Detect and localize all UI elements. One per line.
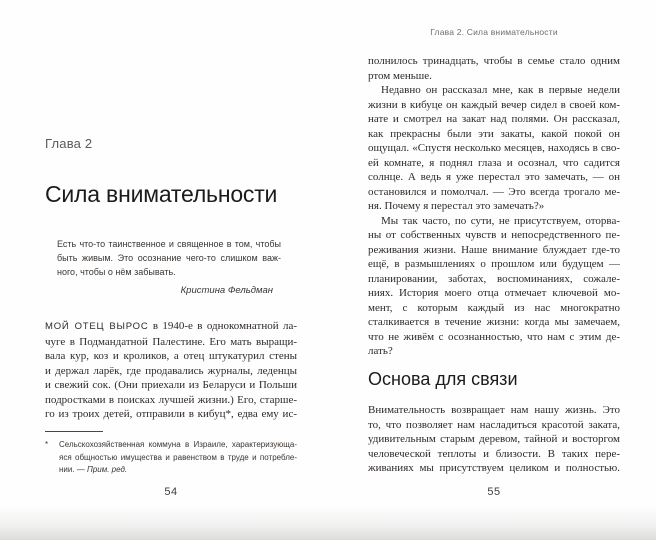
text-line: ного, чтобы о нём забывать. [57,267,176,277]
text-line: солнце. А ведь я уже перестал это замечать, — он [368,171,620,183]
text-line: жизни в кибуце он каждый вечер сидел в своей ком- [368,98,620,111]
text-line: сталкивается в течение жизни: когда мы замечаем, [368,316,620,328]
text-line: ниях. История моего отца отмечает ключевой мо- [368,287,620,299]
text-line: полнилось тринадцать, чтобы в семье стало одним [368,55,620,67]
text-line: ощущал. «Спустя несколько месяцев, находясь в сво- [368,142,620,154]
text-line: го из троих детей, отправили в кибуц*, едва ему ис- [45,408,297,420]
text-line: Недавно он рассказал мне, как в первые недели [381,84,620,96]
text-line: и держал ларёк, где продавались журналы, леденцы [45,364,297,377]
text-line: реживания жизни. Наше внимание блуждает где-то [368,243,620,256]
page-left [45,0,297,540]
epigraph [57,237,281,279]
footnote-last-normal: нии. — [59,465,88,474]
text-line: ны от собственных чувств и непосредственного пе- [368,229,620,241]
text-line: ня. Почему я перестал это замечать?» [368,200,545,212]
body-lines [45,335,297,422]
text-line: ей комнате, я поднял глаза и осознал, что садится [368,156,620,169]
text-line: остановился и помолчал. — Это всегда трогало ме- [368,185,620,198]
text-line: нате и смотрел на закат над полями. Он рассказал, [368,113,620,125]
section-heading: Основа для связи [368,369,518,389]
text-line: планировании, заботах, воспоминаниях, сожале- [368,272,620,285]
text-line: чуге в Подмандатной Палестине. Его мать выращи- [45,335,297,348]
page-right [368,0,620,540]
running-header: Глава 2. Сила внимательности [430,27,558,37]
body-first-line [45,319,297,335]
footnote-lines [59,439,297,464]
text-line: удивительным старым деревом, тайной и восторгом [368,433,620,445]
text-line: и свежий сок. (Они приехали из Беларуси и Польши [45,379,297,391]
footnote-editor-note: Прим. ред. [87,465,128,474]
body-text [45,319,297,422]
footnote-marker: * [45,440,49,449]
text-line: Внимательность возвращает нам нашу жизнь. Это [368,404,620,416]
page-number-left: 54 [164,486,178,498]
text-line: то, что позволяет нам насладиться красотой заката, [368,418,620,431]
text-line: Сельскохозяйственная коммуна в Израиле, характеризующа- [59,440,297,449]
section-body-text [368,403,620,476]
text-line: ртом меньше. [368,69,432,82]
lead-caps: МОЙ ОТЕЦ ВЫРОС [45,321,149,332]
text-line: живаниях мы присутствуем целиком и полностью. [368,462,620,474]
chapter-title: Сила внимательности [45,181,278,207]
footnote-divider [45,431,103,432]
text-line: Есть что-то таинственное и священное в том, чтобы [57,239,281,249]
text-line: подростками в поисках лучшей жизни.) Его, старше- [45,393,297,406]
text-line: лать? [368,345,393,357]
text-line: яся общностью имущества и равенством в труде и потребле- [59,452,297,462]
page-number-right: 55 [487,486,501,498]
text-line: вала кур, коз и кроликов, а отец штукатурил стены [45,350,297,362]
text-line: человеческой теплоты и близости. В таких пере- [368,447,620,460]
text-line: Мы так часто, по сути, не присутствуем, оторва- [381,214,620,227]
footnote-last-line [59,464,297,477]
text-line: ещё, в размышлениях о прошлом или будущем — [368,258,620,270]
footnote-text [59,439,297,477]
epigraph-author: Кристина Фельдман [180,285,273,296]
text-line: как прекрасны были эти закаты, какой покой он [368,127,620,140]
chapter-label: Глава 2 [45,136,93,151]
body-first-line-rest: в 1940-е в однокомнатной ла- [148,320,297,332]
text-line: мент, с которым каждый из нас многократно [368,301,620,314]
body-text-right [368,54,620,359]
text-line: быть живым. Это осознание чего-то слишком важ- [57,253,281,263]
footnote [45,439,297,477]
text-line: что не живём с осознанностью, что нам с этим де- [368,330,620,343]
